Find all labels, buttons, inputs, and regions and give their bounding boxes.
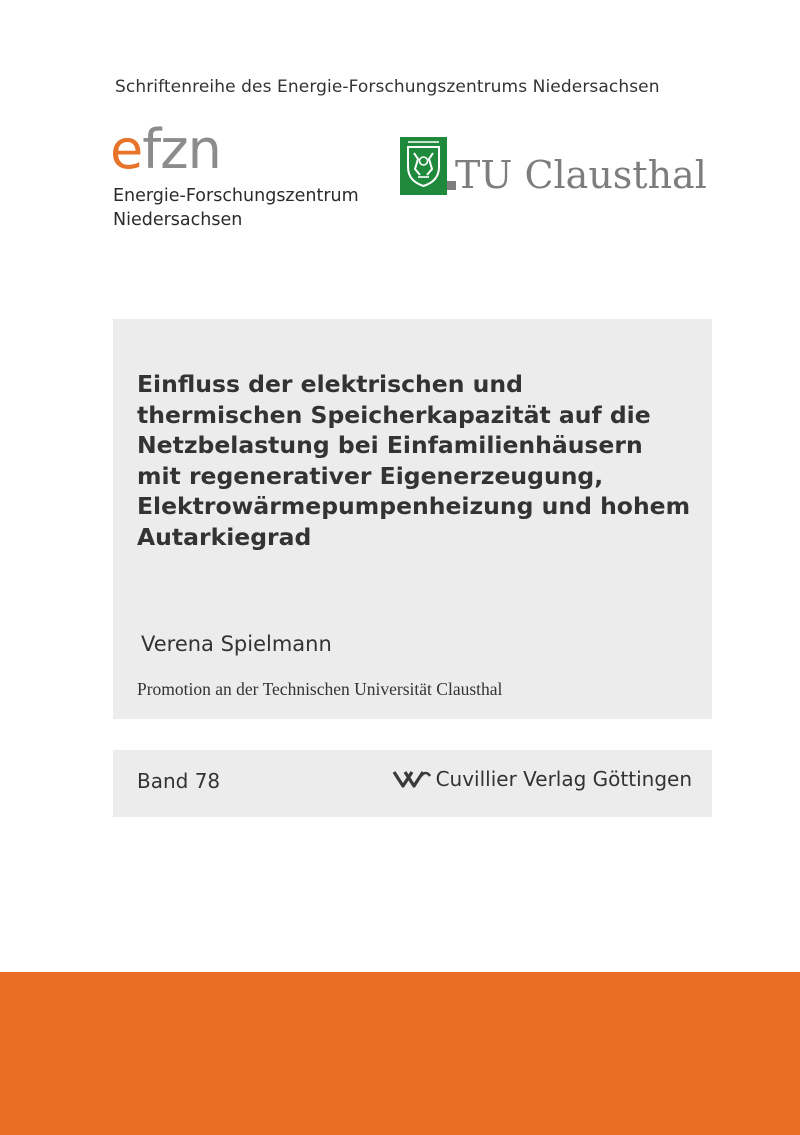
- tu-clausthal-logo: [400, 137, 720, 199]
- title-line: mit regenerativer Eigenerzeugung,: [137, 461, 604, 490]
- publisher: [392, 767, 692, 791]
- series-line: Schriftenreihe des Energie-Forschungszentrums Niedersachsen: [115, 77, 660, 97]
- efzn-name-line1: Energie-Forschungszentrum: [113, 186, 359, 206]
- promotion-note: Promotion an der Technischen Universität Clausthal: [137, 679, 503, 699]
- efzn-wordmark-rest: fzn: [142, 118, 221, 181]
- title-line: thermischen Speicherkapazität auf die: [137, 400, 651, 429]
- title-line: Einfluss der elektrischen und: [137, 370, 523, 398]
- volume-panel: [113, 750, 712, 817]
- author-name: Verena Spielmann: [141, 632, 332, 656]
- tu-clausthal-crest-icon: [400, 137, 456, 195]
- publisher-name: Cuvillier Verlag Göttingen: [435, 767, 692, 791]
- book-title: [137, 369, 697, 552]
- tu-clausthal-name: TU Clausthal: [455, 153, 707, 197]
- title-line: Netzbelastung bei Einfamilienhäusern: [137, 431, 643, 459]
- efzn-logo: [110, 120, 370, 240]
- orange-footer-band: [0, 972, 800, 1135]
- efzn-wordmark: [110, 120, 221, 180]
- volume-number: Band 78: [137, 769, 221, 793]
- title-line: Autarkiegrad: [137, 522, 312, 551]
- title-panel: [113, 319, 712, 719]
- efzn-name-line2: Niedersachsen: [113, 210, 243, 230]
- title-line: Elektrowärmepumpenheizung und hohem: [137, 492, 691, 520]
- efzn-wordmark-e: e: [110, 118, 143, 181]
- cuvillier-logo-icon: [392, 768, 432, 790]
